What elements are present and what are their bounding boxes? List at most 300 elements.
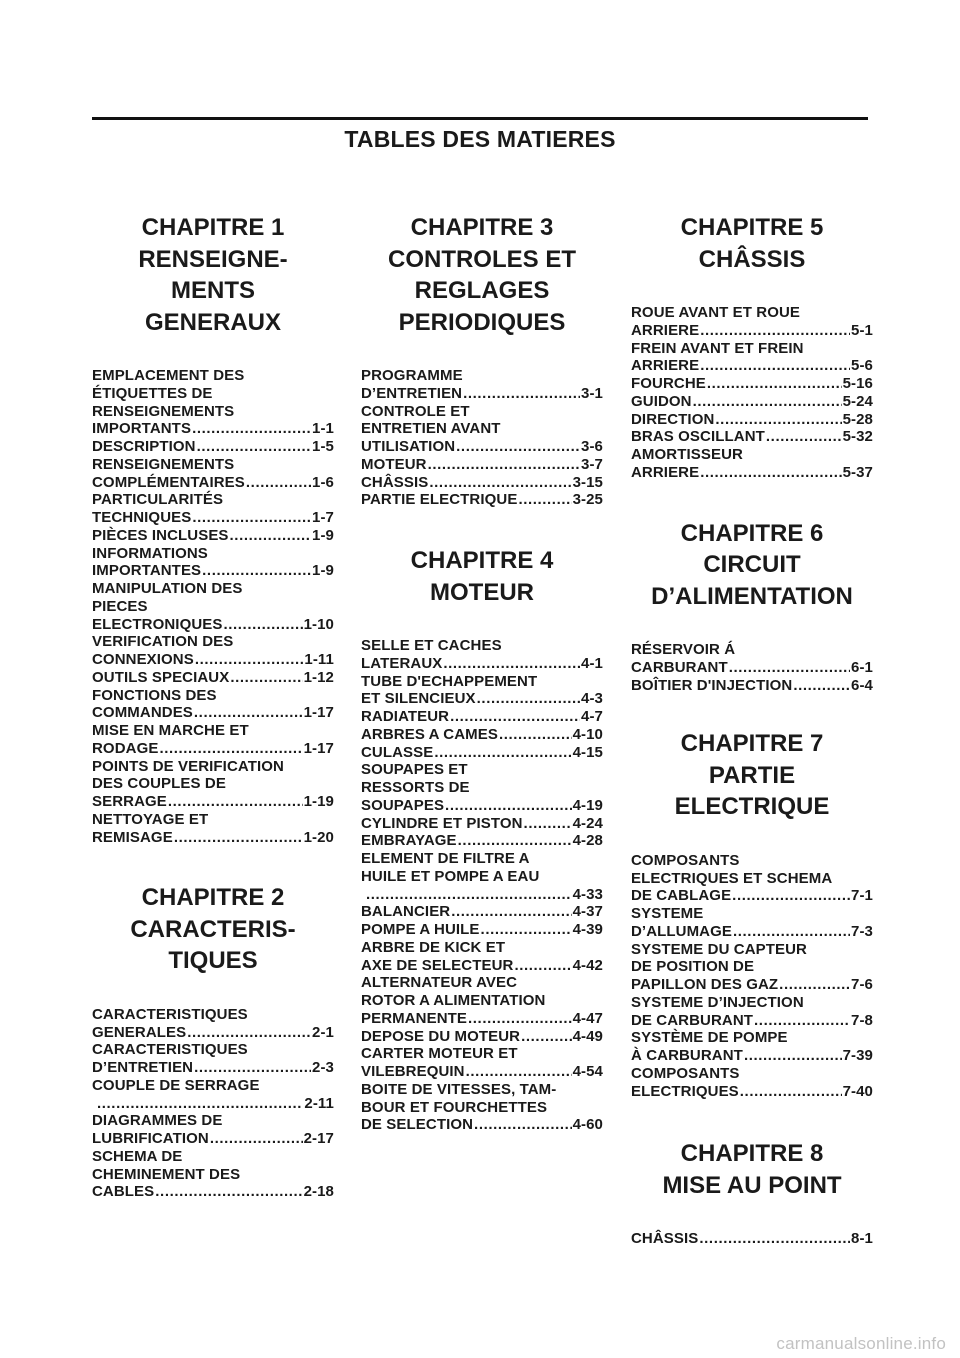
chapter-block: [631, 1138, 873, 1248]
dot-leader: [366, 886, 572, 904]
dot-leader: [456, 438, 580, 456]
toc-entry[interactable]: [361, 850, 603, 903]
toc-page-number: 7-1: [851, 887, 873, 905]
dot-leader: [732, 887, 850, 905]
toc-entry[interactable]: [631, 852, 873, 905]
toc-entry[interactable]: [631, 641, 873, 677]
toc-entry[interactable]: [92, 545, 334, 581]
toc-entry-line: [631, 464, 873, 482]
toc-entry-text: DIRECTION: [631, 410, 715, 428]
toc-entry-line: [361, 1028, 603, 1046]
dot-leader: [514, 957, 571, 975]
toc-entry-text: RENSEIGNEMENTS: [92, 402, 235, 420]
toc-entry-line: [92, 1130, 334, 1148]
chapter-block: [361, 545, 603, 1134]
toc-entry-line: [361, 832, 603, 850]
toc-entry[interactable]: [361, 1081, 603, 1134]
toc-entry-text: ELECTRIQUES ET SCHEMA: [631, 869, 833, 887]
toc-page-number: 4-24: [572, 814, 603, 832]
dot-leader: [499, 726, 572, 744]
toc-entry-line: [631, 659, 873, 677]
toc-entry-text: DE CARBURANT: [631, 1011, 754, 1029]
toc-entry-text: CULASSE: [361, 743, 434, 761]
toc-page-number: 5-16: [842, 375, 873, 392]
toc-page-number: 5-28: [842, 410, 873, 428]
toc-entry-line: [631, 411, 873, 429]
toc-entry-text: HUILE ET POMPE A EAU: [361, 867, 540, 885]
dot-leader: [700, 322, 850, 340]
toc-entry-text: À CARBURANT: [631, 1047, 743, 1064]
toc-entry-text: POINTS DE VERIFICATION: [92, 757, 284, 775]
toc-page-number: 8-1: [851, 1230, 873, 1248]
toc-entry-line: [631, 923, 873, 941]
chapter-heading-line: CHAPITRE 1: [141, 214, 285, 241]
toc-page-number: 4-37: [572, 903, 603, 921]
toc-entry-line: [361, 474, 603, 492]
toc-entry-text: ARBRE DE KICK ET: [361, 938, 506, 956]
toc-entry-line: [631, 322, 873, 340]
toc-entry-line: [92, 1183, 334, 1201]
toc-entry-text: D’ENTRETIEN: [92, 1059, 194, 1076]
toc-entry-text: RESSORTS DE: [361, 779, 470, 796]
toc-entry-line: [92, 651, 334, 669]
toc-entry[interactable]: [631, 994, 873, 1030]
toc-page-number: 7-40: [842, 1082, 873, 1100]
toc-page-number: 1-17: [303, 739, 334, 757]
toc-page-number: 1-5: [312, 438, 334, 455]
toc-entry-text: ARBRES A CAMES: [361, 725, 498, 743]
dot-leader: [194, 704, 303, 722]
toc-column-2: [361, 212, 603, 1134]
toc-entry-text: TECHNIQUES: [92, 509, 192, 526]
toc-page-number: 1-10: [303, 615, 334, 633]
toc-page-number: 3-1: [581, 384, 603, 402]
toc-page-number: 7-3: [851, 922, 873, 940]
toc-entry-text: BOUR ET FOURCHETTES: [361, 1098, 548, 1116]
toc-entry[interactable]: [631, 1230, 873, 1248]
dot-leader: [195, 651, 304, 669]
toc-entry-line: [361, 690, 603, 708]
toc-page-number: 4-47: [572, 1009, 603, 1027]
toc-entry-line: [361, 903, 603, 921]
toc-entry[interactable]: [361, 726, 603, 744]
dot-leader: [443, 655, 580, 673]
toc-entry-line: [92, 509, 334, 527]
toc-entry-text: SYSTEME D’INJECTION: [631, 993, 804, 1011]
toc-entry[interactable]: [361, 637, 603, 673]
toc-entry-text: CABLES: [92, 1183, 155, 1201]
toc-entry[interactable]: [92, 527, 334, 545]
toc-entry[interactable]: [92, 633, 334, 669]
toc-entry[interactable]: [92, 687, 334, 723]
toc-page-number: 4-60: [572, 1116, 603, 1134]
toc-entry-text: PARTIE ELECTRIQUE: [361, 491, 518, 509]
toc-entry-text: DEPOSE DU MOTEUR: [361, 1027, 521, 1045]
toc-entry[interactable]: [361, 474, 603, 492]
toc-entry-text: COMPOSANTS: [631, 851, 740, 869]
dot-leader: [779, 976, 850, 994]
toc-entry-line: [631, 375, 873, 393]
toc-page-number: 2-11: [304, 1094, 334, 1112]
toc-entry-text: SOUPAPES: [361, 796, 445, 814]
toc-entry-text: DE POSITION DE: [631, 958, 755, 976]
dot-leader: [197, 438, 311, 456]
chapter-heading-line: MISE AU POINT: [662, 1171, 842, 1199]
chapter-heading-line: CHAPITRE 7: [680, 730, 824, 758]
toc-page-number: 7-6: [851, 976, 873, 993]
toc-entry[interactable]: [631, 1029, 873, 1065]
toc-entry[interactable]: [92, 438, 334, 456]
chapter-heading: [631, 1138, 873, 1201]
toc-entry-text: OUTILS SPECIAUX: [92, 668, 230, 686]
toc-entry-text: PERMANENTE: [361, 1009, 468, 1027]
toc-entry-text: ARRIERE: [631, 463, 700, 481]
toc-entry[interactable]: [361, 708, 603, 726]
dot-leader: [468, 1010, 572, 1028]
dot-leader: [192, 420, 311, 438]
toc-page-number: 4-7: [581, 708, 603, 725]
toc-entry-text: EMBRAYAGE: [361, 832, 457, 850]
toc-page-number: 2-18: [303, 1183, 334, 1201]
toc-entry-text: COMMANDES: [92, 704, 193, 722]
toc-entry-text: VILEBREQUIN: [361, 1063, 465, 1080]
chapter-block: [361, 212, 603, 509]
toc-page-number: 1-19: [303, 793, 334, 810]
chapter-heading-line: PARTIE: [708, 761, 796, 789]
toc-page-number: 5-37: [842, 463, 873, 481]
toc-entry[interactable]: [92, 1112, 334, 1148]
toc-entry[interactable]: [361, 939, 603, 975]
toc-entry-text: COUPLE DE SERRAGE: [92, 1076, 260, 1094]
toc-page-number: 4-54: [572, 1063, 603, 1080]
toc-entry-text: DE SELECTION: [361, 1116, 474, 1134]
dot-leader: [429, 474, 571, 492]
toc-entry-text: SYSTÈME DE POMPE: [631, 1029, 788, 1047]
toc-page-number: 4-15: [572, 743, 603, 761]
dot-leader: [458, 832, 572, 850]
toc-entry-line: [631, 1012, 873, 1030]
chapter-block: [92, 212, 334, 846]
toc-entry-text: ARRIERE: [631, 321, 700, 339]
toc-entry-line: [92, 616, 334, 634]
dot-leader: [707, 375, 842, 393]
toc-entry-text: RODAGE: [92, 739, 159, 757]
toc-entry-text: COMPOSANTS: [631, 1064, 740, 1082]
toc-entry-text: AMORTISSEUR: [631, 446, 743, 463]
toc-entry[interactable]: [631, 1065, 873, 1101]
toc-entry-line: [361, 491, 603, 509]
toc-entry-line: [92, 420, 334, 438]
toc-entry-line: [92, 1024, 334, 1042]
chapter-heading-line: TIQUES: [168, 947, 258, 975]
toc-entry[interactable]: [361, 403, 603, 456]
toc-entry-list: [361, 637, 603, 1134]
dot-leader: [700, 357, 850, 375]
toc-entry[interactable]: [361, 921, 603, 939]
toc-entry-text: TUBE D'ECHAPPEMENT: [361, 672, 538, 690]
toc-page-number: 6-1: [851, 658, 873, 676]
chapter-heading-line: PERIODIQUES: [398, 308, 566, 336]
toc-entry-text: PARTICULARITÉS: [92, 491, 224, 509]
toc-entry-text: CARACTERISTIQUES: [92, 1041, 248, 1059]
toc-entry[interactable]: [92, 722, 334, 758]
toc-entry-text: CARACTERISTIQUES: [92, 1005, 248, 1023]
chapter-heading-line: CHAPITRE 4: [410, 547, 554, 574]
toc-entry-text: SYSTEME DU CAPTEUR: [631, 940, 807, 958]
toc-entry[interactable]: [92, 367, 334, 438]
toc-entry-line: [92, 562, 334, 580]
toc-entry-text: ELECTRONIQUES: [92, 615, 223, 633]
dot-leader: [434, 744, 571, 762]
toc-column-3: [631, 212, 873, 1248]
toc-entry-text: MANIPULATION DES: [92, 580, 243, 597]
chapter-block: [631, 212, 873, 482]
chapter-heading-line: CIRCUIT: [703, 551, 801, 578]
toc-page-number: 4-1: [581, 654, 603, 672]
dot-leader: [450, 708, 580, 726]
chapter-heading: [361, 212, 603, 338]
toc-entry-text: ALTERNATEUR AVEC: [361, 974, 518, 992]
toc-entry-text: PAPILLON DES GAZ: [631, 976, 779, 993]
toc-page-number: 7-39: [842, 1047, 873, 1064]
toc-page-number: 1-7: [312, 509, 334, 526]
toc-entry[interactable]: [92, 1006, 334, 1042]
dot-leader: [474, 1116, 572, 1134]
chapter-heading: [631, 518, 873, 613]
dot-leader: [693, 393, 842, 411]
toc-entry-text: ÉTIQUETTES DE: [92, 384, 213, 402]
toc-entry-list: [92, 1006, 334, 1201]
toc-entry[interactable]: [631, 304, 873, 340]
toc-entry-text: D’ALLUMAGE: [631, 922, 732, 940]
toc-entry[interactable]: [361, 815, 603, 833]
toc-entry-line: [92, 740, 334, 758]
toc-entry-text: ELECTRIQUES: [631, 1082, 739, 1100]
chapter-heading-line: ELECTRIQUE: [674, 793, 830, 821]
toc-page-number: 1-6: [312, 473, 334, 491]
top-rule: [92, 117, 868, 120]
dot-leader: [202, 562, 311, 580]
toc-page-number: 2-1: [312, 1023, 334, 1041]
toc-entry-text: BOITE DE VITESSES, TAM-: [361, 1080, 557, 1098]
toc-entry-line: [92, 438, 334, 456]
chapter-block: [631, 728, 873, 1100]
toc-page-number: 4-42: [572, 956, 603, 974]
toc-page-number: 5-1: [851, 321, 873, 339]
dot-leader: [187, 1024, 311, 1042]
toc-entry[interactable]: [92, 1041, 334, 1077]
dot-leader: [744, 1047, 842, 1065]
dot-leader: [733, 923, 850, 941]
toc-entry[interactable]: [631, 375, 873, 393]
toc-entry[interactable]: [92, 1077, 334, 1113]
toc-entry-text: FREIN AVANT ET FREIN: [631, 339, 804, 357]
toc-page-number: 2-3: [312, 1059, 334, 1076]
toc-entry[interactable]: [631, 905, 873, 941]
toc-entry-text: CARTER MOTEUR ET: [361, 1045, 518, 1063]
toc-entry-line: [631, 428, 873, 446]
toc-entry[interactable]: [361, 903, 603, 921]
toc-entry-text: PIECES: [92, 597, 148, 615]
toc-entry-list: [631, 1230, 873, 1248]
chapter-block: [92, 882, 334, 1201]
chapter-heading: [92, 212, 334, 338]
dot-leader: [210, 1130, 303, 1148]
toc-entry-line: [631, 1230, 873, 1248]
toc-entry[interactable]: [361, 1045, 603, 1081]
chapter-heading: [92, 882, 334, 977]
chapter-heading-line: CARACTERIS-: [130, 915, 296, 943]
dot-leader: [246, 474, 311, 492]
toc-entry-text: ROTOR A ALIMENTATION: [361, 992, 546, 1009]
toc-entry-text: NETTOYAGE ET: [92, 810, 209, 828]
toc-entry-text: CHÂSSIS: [361, 473, 429, 491]
toc-entry-line: [361, 438, 603, 456]
toc-entry[interactable]: [361, 367, 603, 403]
toc-entry-line: [631, 1083, 873, 1101]
toc-entry-text: BOÎTIER D'INJECTION: [631, 676, 793, 694]
toc-entry-line: [361, 655, 603, 673]
dot-leader: [223, 616, 302, 634]
toc-entry-text: GENERALES: [92, 1023, 187, 1041]
toc-entry-text: ELEMENT DE FILTRE A: [361, 850, 530, 867]
chapter-heading-line: MENTS: [171, 277, 255, 304]
toc-entry-text: COMPLÉMENTAIRES: [92, 473, 245, 491]
toc-page-number: 1-12: [303, 668, 334, 686]
toc-entry[interactable]: [631, 340, 873, 376]
toc-entry-text: DESCRIPTION: [92, 438, 196, 455]
toc-entry[interactable]: [361, 744, 603, 762]
chapter-heading-line: CHAPITRE 6: [680, 519, 824, 547]
toc-page-number: 4-3: [581, 690, 603, 708]
toc-page-number: 4-19: [572, 796, 603, 814]
toc-entry[interactable]: [631, 428, 873, 446]
toc-entry-line: [361, 957, 603, 975]
toc-entry-text: AXE DE SELECTEUR: [361, 956, 514, 974]
toc-page-number: 3-6: [581, 438, 603, 455]
chapter-block: [631, 518, 873, 695]
toc-entry-text: ARRIERE: [631, 357, 700, 375]
toc-entry-text: UTILISATION: [361, 438, 456, 455]
toc-entry[interactable]: [92, 456, 334, 492]
toc-entry-text: EMPLACEMENT DES: [92, 367, 245, 384]
toc-entry[interactable]: [361, 974, 603, 1027]
toc-entry-text: CHEMINEMENT DES: [92, 1165, 241, 1183]
toc-entry[interactable]: [631, 411, 873, 429]
toc-page-number: 1-20: [303, 828, 334, 846]
toc-entry-line: [361, 708, 603, 726]
toc-entry[interactable]: [361, 673, 603, 709]
toc-entry-line: [92, 1059, 334, 1077]
chapter-heading-line: CHÂSSIS: [698, 245, 806, 273]
toc-entry-list: [361, 367, 603, 509]
chapter-heading-line: CONTROLES ET: [387, 245, 576, 273]
toc-entry-line: [631, 976, 873, 994]
toc-entry-text: LATERAUX: [361, 654, 443, 672]
toc-entry-text: PIÈCES INCLUSES: [92, 526, 229, 544]
toc-entry[interactable]: [92, 758, 334, 811]
dot-leader: [445, 797, 572, 815]
watermark: carmanualsonline.info: [776, 1334, 946, 1353]
dot-leader: [451, 903, 571, 921]
toc-page-number: 4-49: [572, 1027, 603, 1045]
toc-entry[interactable]: [631, 677, 873, 695]
toc-entry-text: FONCTIONS DES: [92, 686, 217, 704]
toc-entry-line: [361, 744, 603, 762]
toc-entry[interactable]: [361, 456, 603, 474]
dot-leader: [481, 921, 572, 939]
toc-entry-text: POMPE A HUILE: [361, 921, 480, 938]
chapter-heading: [631, 728, 873, 823]
dot-leader: [192, 509, 311, 527]
toc-page-number: 1-9: [312, 562, 334, 580]
toc-entry-line: [92, 793, 334, 811]
toc-entry[interactable]: [361, 832, 603, 850]
toc-entry-line: [361, 1116, 603, 1134]
dot-leader: [754, 1012, 850, 1030]
toc-entry-text: DIAGRAMMES DE: [92, 1112, 223, 1130]
toc-page-number: 1-1: [312, 420, 334, 438]
toc-entry[interactable]: [361, 1028, 603, 1046]
toc-entry[interactable]: [361, 761, 603, 814]
toc-entry-text: IMPORTANTES: [92, 562, 202, 580]
toc-entry-line: [92, 474, 334, 492]
toc-entry-line: [631, 357, 873, 375]
toc-entry-text: GUIDON: [631, 392, 692, 410]
toc-page-number: 1-9: [312, 526, 334, 544]
toc-page-number: 3-15: [572, 473, 603, 491]
dot-leader: [155, 1183, 302, 1201]
toc-entry-text: MOTEUR: [361, 455, 427, 473]
dot-leader: [793, 677, 850, 695]
toc-entry-text: D’ENTRETIEN: [361, 384, 463, 402]
toc-entry-text: INFORMATIONS: [92, 544, 208, 562]
dot-leader: [230, 669, 302, 687]
toc-page-number: 5-24: [842, 392, 873, 410]
toc-page-number: 4-28: [572, 832, 603, 850]
toc-entry-line: [361, 921, 603, 939]
toc-page-number: 7-8: [851, 1011, 873, 1029]
toc-entry[interactable]: [92, 1148, 334, 1201]
toc-entry[interactable]: [361, 491, 603, 509]
toc-entry[interactable]: [92, 491, 334, 527]
toc-entry-text: PROGRAMME: [361, 367, 463, 384]
toc-entry-text: CARBURANT: [631, 658, 728, 676]
toc-entry[interactable]: [92, 669, 334, 687]
dot-leader: [466, 1063, 572, 1081]
toc-entry[interactable]: [631, 941, 873, 994]
toc-entry-line: [631, 677, 873, 695]
dot-leader: [729, 659, 850, 677]
toc-entry[interactable]: [631, 446, 873, 482]
toc-entry[interactable]: [92, 811, 334, 847]
dot-leader: [174, 829, 303, 847]
toc-entry[interactable]: [631, 393, 873, 411]
toc-entry-text: ROUE AVANT ET ROUE: [631, 304, 801, 321]
toc-page-number: 1-11: [304, 651, 334, 668]
toc-entry-text: LUBRIFICATION: [92, 1130, 209, 1147]
toc-entry-list: [631, 852, 873, 1101]
toc-page-number: 6-4: [851, 676, 873, 694]
toc-entry-text: ET SILENCIEUX: [361, 690, 476, 708]
dot-leader: [699, 1230, 850, 1248]
toc-entry[interactable]: [92, 580, 334, 633]
dot-leader: [97, 1095, 303, 1113]
toc-entry-text: SELLE ET CACHES: [361, 637, 502, 654]
chapter-heading-line: CHAPITRE 2: [141, 884, 285, 912]
toc-entry-text: CONNEXIONS: [92, 651, 194, 668]
toc-page-number: 4-10: [572, 725, 603, 743]
